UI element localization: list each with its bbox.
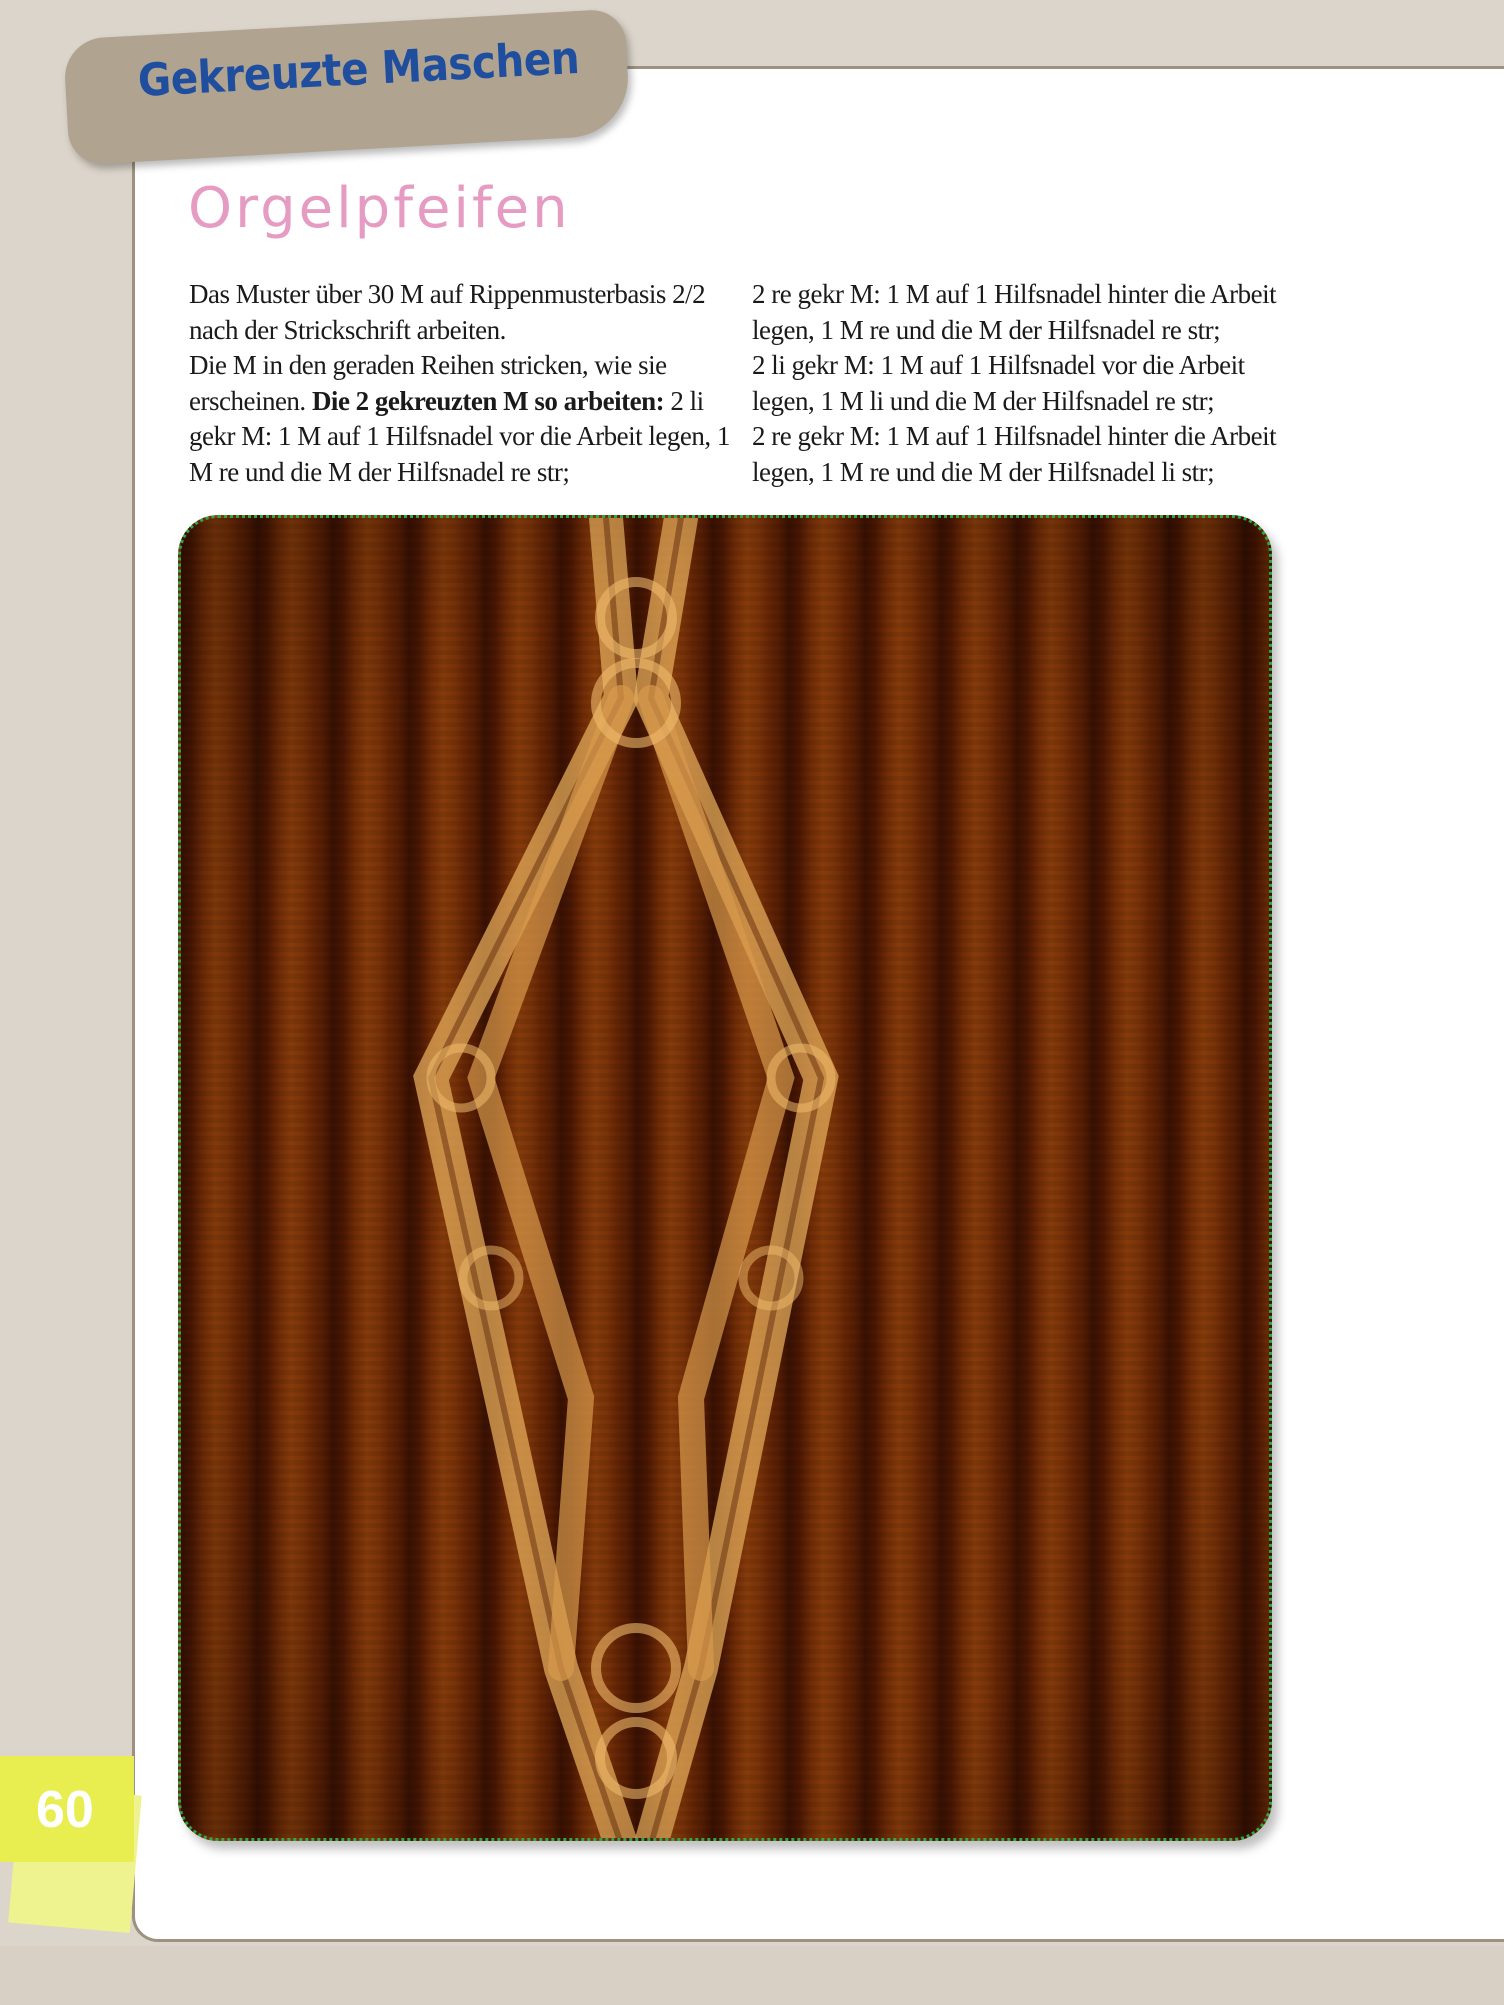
instruction-rows: Die M in den geraden Reihen stricken, wie sie erscheinen. (189, 350, 667, 416)
instruction-cross-left-purl: 2 li gekr M: 1 M auf 1 Hilfsnadel vor die Arbeit legen, 1 M li und die M der Hilfsnadel re str; (752, 350, 1245, 416)
instruction-intro: Das Muster über 30 M auf Rippenmusterbasis 2/2 nach der Strickschrift arbeiten. (189, 279, 706, 345)
instruction-paragraph (189, 348, 739, 490)
knitting-swatch-photo (178, 515, 1272, 1841)
instructions-column-left (189, 277, 739, 490)
page-number: 60 (36, 1781, 94, 1839)
instruction-cross-right-1: 2 re gekr M: 1 M auf 1 Hilfsnadel hinter die Arbeit legen, 1 M re und die M der Hilfsnadel re str; (752, 279, 1277, 345)
instruction-cross-right-2: 2 re gekr M: 1 M auf 1 Hilfsnadel hinter die Arbeit legen, 1 M re und die M der Hilfsnadel li str; (752, 421, 1277, 487)
pattern-title: Orgelpfeifen (188, 176, 571, 241)
instruction-cross-left: 2 li gekr M: 1 M auf 1 Hilfsnadel vor die Arbeit legen, 1 M re und die M der Hilfsnadel re str; (189, 385, 730, 487)
instruction-bold-heading: Die 2 gekreuzten M so arbeiten: (311, 385, 665, 416)
instructions-column-right (752, 277, 1292, 490)
cable-pattern-graphic (181, 518, 1272, 1841)
bottom-strip (0, 1946, 1504, 2005)
chapter-title: Gekreuzte Maschen (136, 30, 581, 107)
